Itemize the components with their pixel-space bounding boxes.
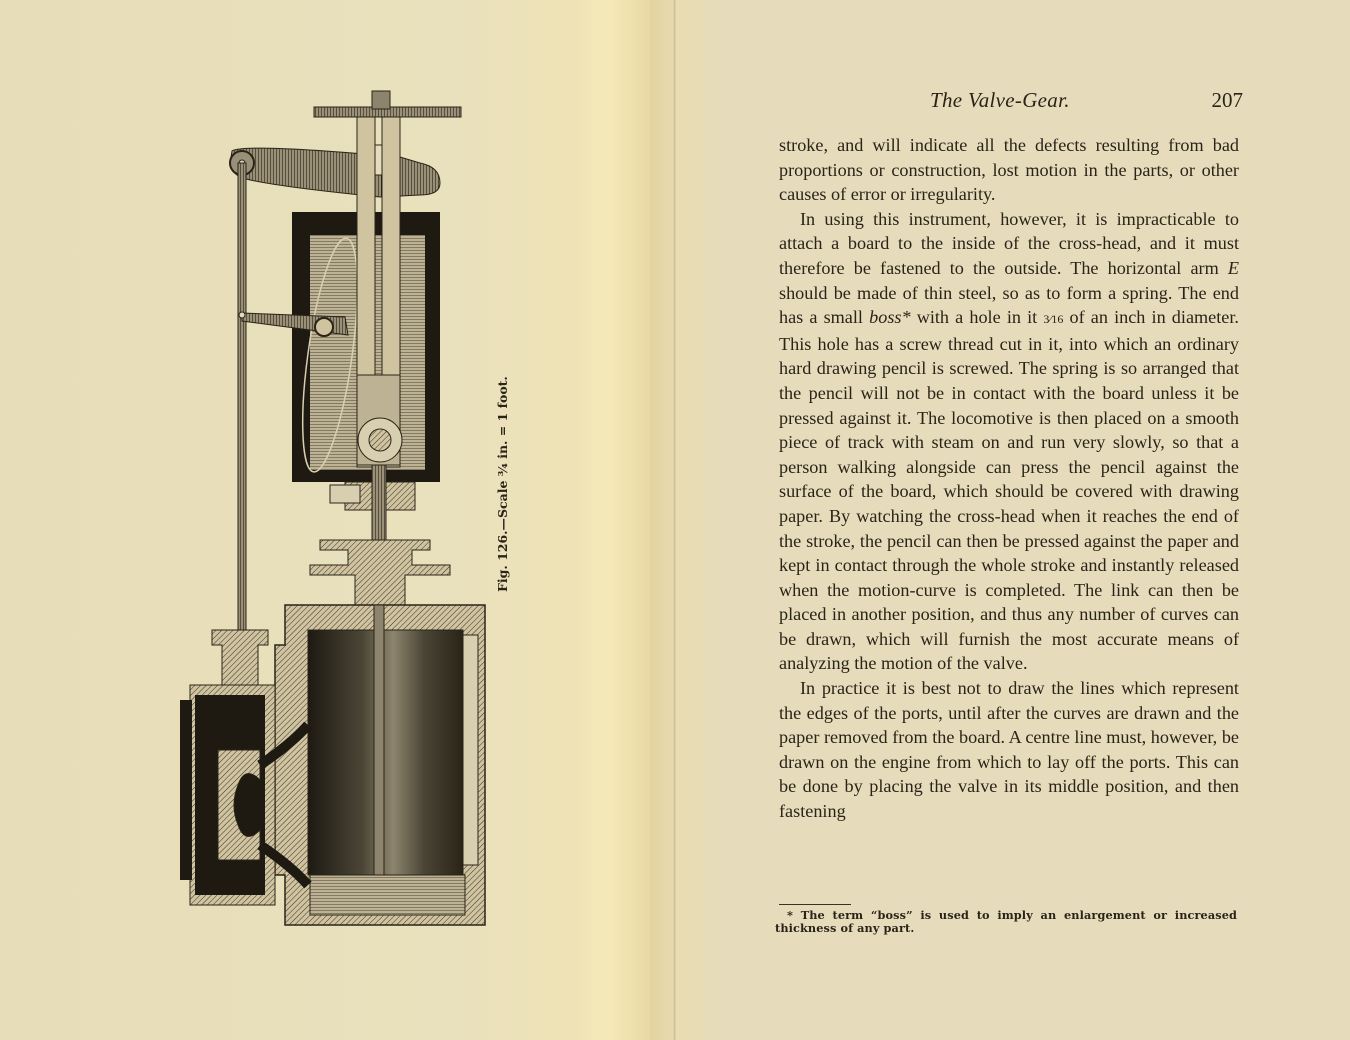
paragraph-3: In practice it is best not to draw the lines which represent the edges of the ports, until after the curves are drawn and the paper removed from the board. A centre line must, however, be drawn on the engine from which to lay off the ports. This can be done by placing the valve in its middle position, and then fastening xyxy=(779,678,1239,822)
paragraph-1: stroke, and will indicate all the defects resulting from bad proportions or construction, lost motion in the parts, or other causes of error or irregularity. xyxy=(779,135,1239,205)
paragraph-2-part-5: with a hole in it xyxy=(910,307,1044,328)
footnote-rule xyxy=(779,904,851,905)
emphasis-boss: boss* xyxy=(869,307,911,328)
footnote-text: * The term “boss” is used to imply an enlargement or increased thickness of any part. xyxy=(775,908,1237,935)
body-text xyxy=(779,133,1239,824)
page-number: 207 xyxy=(1211,88,1243,112)
running-head xyxy=(780,88,1243,116)
book-gutter xyxy=(673,0,676,1040)
paragraph-2 xyxy=(779,207,1239,676)
fraction: 3⁄16 xyxy=(1043,312,1064,327)
chapter-title: The Valve-Gear. xyxy=(930,88,1070,112)
paragraph-2-part-1: In using this instrument, however, it is impracticable to attach a board to the inside of the cross-head, and it must therefore be fastened to the outside. The horizontal arm xyxy=(779,208,1239,278)
footnote xyxy=(775,909,1237,934)
figure-caption: Fig. 126.—Scale ¾ in. = 1 foot. xyxy=(495,376,510,592)
figure-126-valve-gear-illustration xyxy=(150,85,530,935)
paragraph-2-part-7: of an inch in diameter. This hole has a screw thread cut in it, into which an ordinary hard drawing pencil is screwed. The spring is so arranged that the pencil will not be in contact with the board unless it be pressed against it. The locomotive is then placed on a smooth piece of track with steam on and run very slowly, so that a person walking alongside can press the pencil against the surface of the board, which should be covered with drawing paper. By watching the cross-head when it reaches the end of the stroke, the pencil can then be pressed against the paper and kept in contact through the whole stroke and instantly released when the motion-curve is completed. The link can then be placed in another position, and thus any number of curves can be drawn, which will furnish the most accurate means of analyzing the motion of the valve. xyxy=(779,307,1239,674)
paragraph-2-part-3: should be made of thin steel, so as to form a spring. The end has a small xyxy=(779,282,1239,328)
emphasis-e: E xyxy=(1227,257,1239,278)
